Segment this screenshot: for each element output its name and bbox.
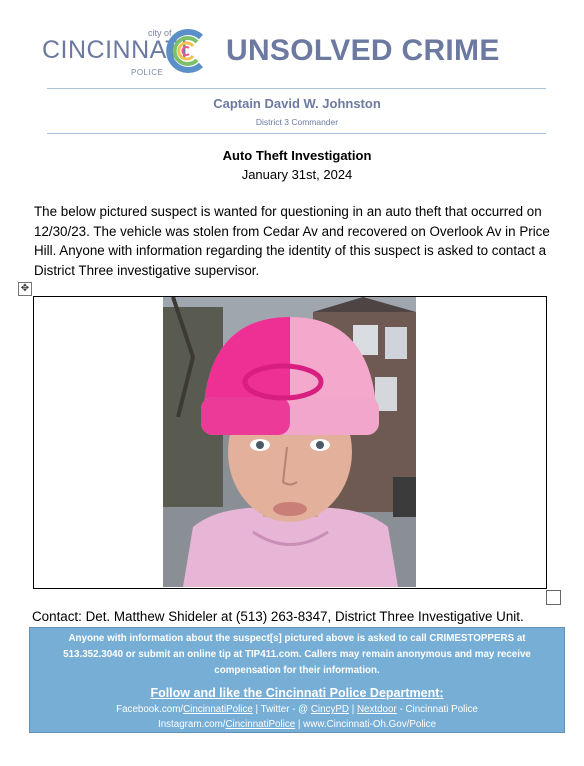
headline: UNSOLVED CRIME bbox=[226, 34, 500, 67]
commander-title: District 3 Commander bbox=[255, 117, 339, 127]
crimestoppers-info-box bbox=[29, 627, 565, 733]
info-line-3: compensation for their information. bbox=[214, 665, 380, 676]
notice-title: Auto Theft Investigation bbox=[222, 148, 372, 163]
move-handle-icon[interactable]: ✥ bbox=[18, 282, 32, 296]
police-c-logo-icon bbox=[163, 27, 211, 75]
facebook-prefix: Facebook.com/ bbox=[116, 704, 184, 715]
header-rule-bottom bbox=[47, 133, 546, 134]
suspect-photo bbox=[163, 297, 416, 587]
twitter-prefix: | Twitter - @ bbox=[252, 704, 311, 715]
captain-name: Captain David W. Johnston bbox=[213, 96, 381, 111]
instagram-prefix: Instagram.com/ bbox=[157, 719, 226, 730]
instagram-link[interactable]: CincinnatiPolice bbox=[225, 719, 296, 730]
website-link[interactable]: | www.Cincinnati-Oh.Gov/Police bbox=[295, 719, 437, 730]
nextdoor-link[interactable]: Nextdoor bbox=[356, 704, 397, 715]
notice-date: January 31st, 2024 bbox=[241, 167, 353, 182]
info-line-2: 513.352.3040 or submit an online tip at TIP411.com. Callers may remain anonymous and may receive bbox=[63, 649, 531, 660]
follow-heading: Follow and like the Cincinnati Police Department: bbox=[150, 686, 444, 700]
logo-city-name: CINCINNATI bbox=[42, 36, 189, 64]
info-line-1: Anyone with information about the suspect[s] pictured above is asked to call CRIMESTOPPERS at bbox=[68, 633, 526, 644]
nextdoor-suffix: - Cincinnati Police bbox=[396, 704, 478, 715]
separator: | bbox=[348, 704, 357, 715]
header-rule-top bbox=[47, 88, 546, 89]
resize-handle-icon[interactable] bbox=[546, 590, 561, 605]
notice-body: The below pictured suspect is wanted for questioning in an auto theft that occurred on 12/30/23. The vehicle was stolen from Cedar Av and recovered on Overlook Av in Price Hill. Anyone with information regarding the identity of this suspect is asked to contact a District Three investigative supervisor. bbox=[34, 204, 550, 278]
contact-line: Contact: Det. Matthew Shideler at (513) 263-8347, District Three Investigative Unit. bbox=[32, 609, 524, 624]
logo-department-text: POLICE bbox=[131, 68, 164, 77]
logo-city-of-text: city of bbox=[148, 28, 172, 38]
social-line-2 bbox=[30, 717, 564, 733]
twitter-link[interactable]: CincyPD bbox=[310, 704, 349, 715]
facebook-link[interactable]: CincinnatiPolice bbox=[183, 704, 253, 715]
social-line-1 bbox=[30, 702, 564, 718]
